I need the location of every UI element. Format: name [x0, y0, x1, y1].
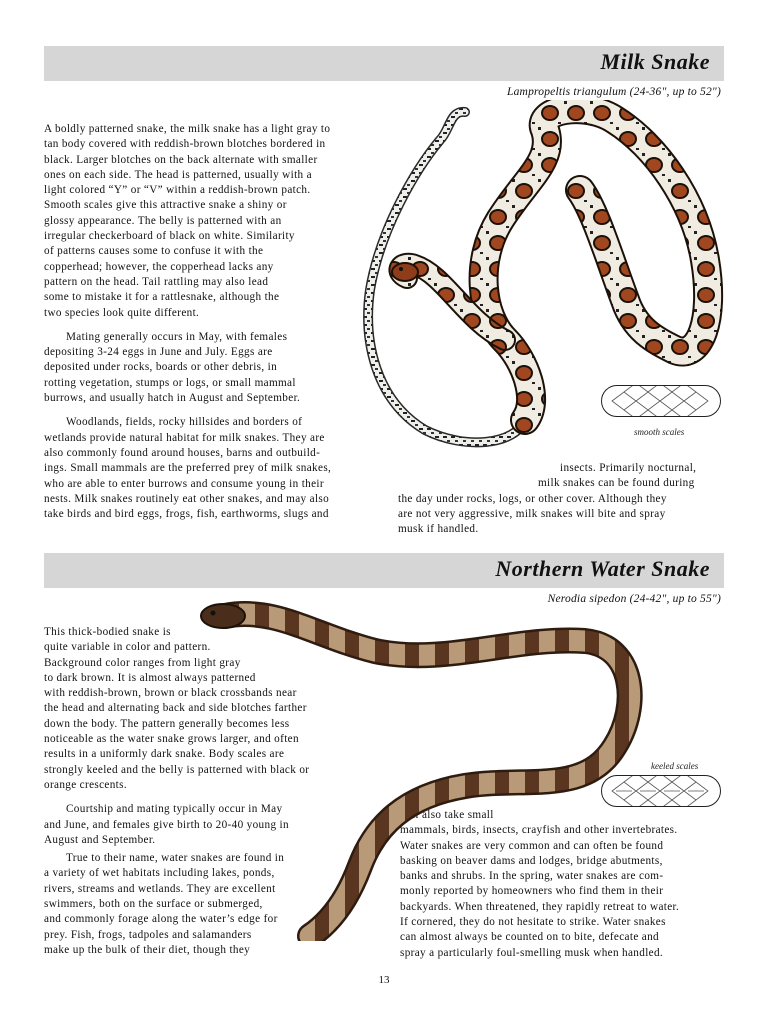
text-line: insects. Primarily nocturnal, [560, 462, 697, 474]
keeled-scales-icon [602, 776, 720, 806]
text-line: to dark brown. It is almost always patterned [44, 671, 256, 684]
milk-paragraph-1 [44, 122, 374, 321]
text-line: tan body covered with reddish-brown blotches bordered in [44, 138, 326, 151]
text-line: backyards. When threatened, they rapidly retreat to water. [400, 900, 680, 913]
text-line: swimmers, both on the surface or submerged, [44, 898, 263, 911]
text-line: the day under rocks, logs, or other cover. Although they [398, 492, 667, 505]
text-line: rotting vegetation, stumps or logs, or small mammal [44, 376, 296, 389]
text-line: This thick-bodied snake is [44, 626, 171, 638]
text-line: A boldly patterned snake, the milk snake has a light gray to [44, 123, 331, 135]
text-line: who are able to enter burrows and consume young in their [44, 477, 324, 490]
page-number: 13 [378, 974, 390, 986]
text-line: strongly keeled and the belly is patterned with black or [44, 763, 310, 776]
text-line: make up the bulk of their diet, though they [44, 943, 251, 956]
text-line: and commonly forage along the water’s edge for [44, 913, 278, 926]
milk-snake-scientific-name: Lampropeltis triangulum (24-36", up to 52") [507, 86, 721, 98]
text-line: and June, and females give birth to 20-40 young in [44, 818, 289, 831]
text-line: are not very aggressive, milk snakes will bite and spray [398, 507, 666, 520]
text-line: musk if handled. [398, 523, 479, 536]
text-line: two species look quite different. [44, 306, 200, 319]
text-line: wetlands provide natural habitat for milk snakes. They are [44, 431, 325, 444]
text-line: down the body. The pattern generally becomes less [44, 717, 290, 730]
text-line: deposited under rocks, boards or other debris, in [44, 361, 278, 374]
milk-paragraph-2 [44, 330, 374, 406]
text-line: orange crescents. [44, 778, 127, 791]
text-line: also commonly found around houses, barns and outbuild- [44, 446, 321, 459]
text-line: with reddish-brown, brown or black crossbands near [44, 687, 297, 700]
text-line: some to mistake it for a rattlesnake, although the [44, 291, 280, 304]
text-line: irregular checkerboard of black on white. Similarity [44, 230, 295, 243]
text-line: depositing 3-24 eggs in June and July. Eggs are [44, 346, 273, 359]
text-line: mammals, birds, insects, crayfish and other invertebrates. [400, 824, 678, 837]
text-line: rivers, streams and wetlands. They are excellent [44, 882, 276, 895]
text-line: ings. Small mammals are the preferred prey of milk snakes, [44, 462, 332, 475]
keeled-scales-label: keeled scales [651, 761, 699, 771]
text-line: take birds and bird eggs, frogs, fish, earthworms, slugs and [44, 508, 329, 521]
text-line: glossy appearance. The belly is patterned with an [44, 214, 282, 227]
text-line: banks and shrubs. In the spring, water snakes are com- [400, 870, 664, 883]
text-line: will also take small [400, 809, 494, 821]
text-line: prey. Fish, frogs, tadpoles and salamanders [44, 928, 252, 941]
text-line: ones on each side. The head is patterned, usually with a [44, 168, 312, 181]
text-line: True to their name, water snakes are found in [66, 852, 285, 865]
text-line: Mating generally occurs in May, with females [66, 330, 288, 343]
smooth-scales-icon [602, 386, 720, 416]
text-line: pattern on the head. Tail rattling may also lead [44, 275, 269, 288]
water-snake-scientific-name: Nerodia sipedon (24-42", up to 55") [547, 593, 721, 605]
text-line: burrows, and usually hatch in August and September. [44, 392, 301, 405]
text-line: Water snakes are very common and can often be found [400, 839, 664, 852]
text-line: of patterns causes some to confuse it with the [44, 245, 264, 258]
text-line: a variety of wet habitats including lakes, ponds, [44, 867, 275, 880]
smooth-scales-diagram [601, 385, 721, 417]
text-line: spray a particularly foul-smelling musk when handled. [400, 946, 664, 959]
text-line: basking on beaver dams and lodges, bridge abutments, [400, 854, 663, 867]
text-line: black. Larger blotches on the back alternate with smaller [44, 153, 318, 166]
text-line: monly reported by homeowners who find them in their [400, 885, 664, 898]
text-line: noticeable as the water snake grows larger, and often [44, 733, 299, 746]
milk-snake-header-bar [44, 46, 724, 81]
text-line: milk snakes can be found during [538, 477, 695, 490]
text-line: nests. Milk snakes routinely eat other snakes, and may also [44, 492, 330, 505]
water-snake-title: Northern Water Snake [495, 556, 710, 581]
text-line: Background color ranges from light gray [44, 656, 241, 669]
water-snake-header-bar [44, 553, 724, 588]
keeled-scales-diagram [601, 775, 721, 807]
text-line: light colored “Y” or “V” within a reddish-brown patch. [44, 184, 311, 197]
text-line: can almost always be counted on to bite, defecate and [400, 931, 659, 944]
text-line: Woodlands, fields, rocky hillsides and borders of [66, 416, 303, 429]
text-line: quite variable in color and pattern. [44, 641, 211, 654]
milk-snake-description [44, 122, 374, 522]
water-snake-illustration [195, 596, 645, 941]
text-line: Smooth scales give this attractive snake a shiny or [44, 199, 287, 212]
milk-snake-continued-text [398, 461, 723, 537]
milk-paragraph-3 [44, 415, 374, 522]
text-line: results in a uniformly dark snake. Body scales are [44, 748, 285, 761]
text-line: the head and alternating back and side blotches farther [44, 702, 307, 715]
text-line: Courtship and mating typically occur in May [66, 803, 283, 816]
text-line: August and September. [44, 833, 156, 846]
text-line: If cornered, they do not hesitate to strike. Water snakes [400, 916, 666, 929]
smooth-scales-label: smooth scales [634, 427, 685, 437]
text-line: copperhead; however, the copperhead lacks any [44, 260, 274, 273]
milk-snake-title: Milk Snake [600, 49, 710, 74]
